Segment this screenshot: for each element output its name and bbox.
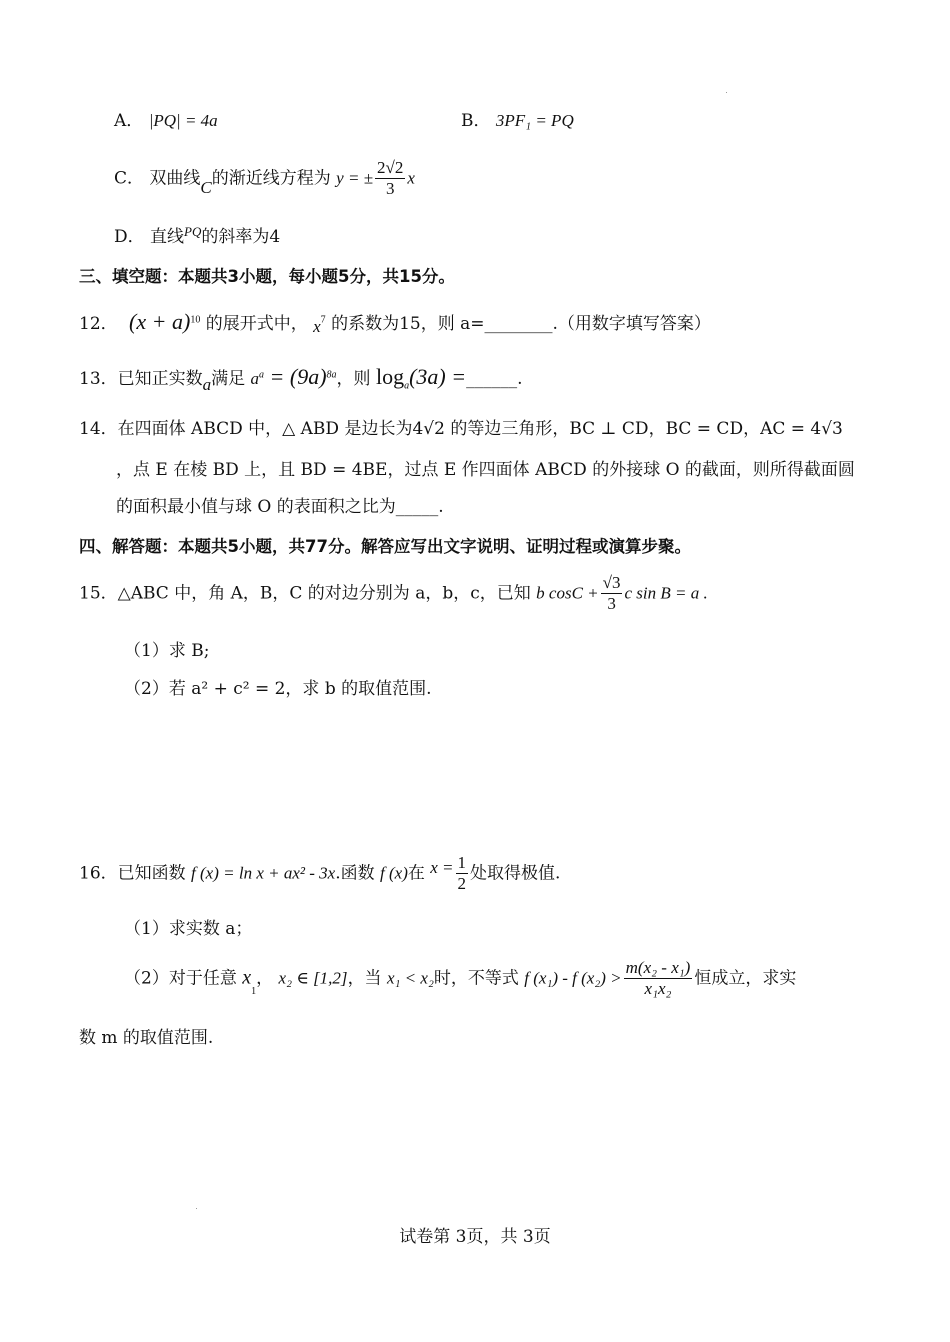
option-c-eq-lhs: y = ±	[336, 168, 374, 188]
q12-power: 10	[190, 314, 201, 326]
frac-num: √3	[601, 573, 623, 594]
q13-log-sub: a	[404, 380, 410, 392]
q15-eq-right: c sin B = a .	[624, 583, 708, 603]
q12-text1: 的展开式中，	[205, 314, 308, 334]
question-number: 15．	[79, 583, 118, 604]
q12-expr: (x + a)	[129, 309, 191, 334]
q15-text: △ABC 中，角 A，B，C 的对边分别为 a，b，c，已知	[117, 583, 531, 604]
q11-option-c	[114, 158, 415, 200]
q11-option-a	[114, 110, 218, 132]
option-c-mid: 的渐近线方程为	[211, 168, 331, 189]
q15-subquestion-2: （2）若 a² + c² = 2，求 b 的取值范围.	[124, 679, 432, 699]
scan-speck	[726, 92, 727, 93]
frac-num: 1	[456, 853, 469, 874]
option-label: D．	[114, 227, 145, 247]
q11-option-b	[461, 110, 574, 132]
question-number: 16．	[79, 863, 118, 884]
q16-x1: x	[242, 966, 252, 989]
q13-text3: ，则	[336, 369, 371, 389]
q15-fraction	[601, 573, 623, 615]
q12-term-power: 7	[320, 314, 326, 326]
q13-log: log	[375, 364, 405, 389]
q13-blank: ______.	[466, 369, 523, 389]
option-d-prefix: 直线	[150, 227, 185, 247]
option-label: A．	[114, 111, 144, 131]
section-4-title: 四、解答题：本题共5小题，共77分。解答应写出文字说明、证明过程或演算步聚。	[79, 537, 691, 556]
q16-text2: .函数	[335, 863, 375, 884]
question-number: 14．	[79, 419, 118, 439]
q16-ineq-fraction	[624, 958, 693, 1000]
option-c-var: C	[200, 178, 212, 198]
q12-text2: 的系数为15，则 a=________.（用数字填写答案）	[331, 314, 711, 334]
option-d-suffix: 的斜率为4	[201, 227, 281, 247]
frac-den: 3	[607, 594, 616, 614]
question-16	[79, 853, 560, 895]
q16-ineq: f (x₁) - f (x₂) >	[524, 968, 622, 988]
question-15	[79, 573, 708, 615]
q14-line1: 在四面体 ABCD 中，△ ABD 是边长为4√2 的等边三角形，BC ⊥ CD，BC = CD，AC = 4√3	[117, 419, 843, 439]
frac-den: 2	[457, 874, 467, 894]
q13-eq-mid: = (9a)	[264, 364, 327, 389]
q16-sub2-d: 时，不等式	[433, 968, 519, 989]
option-b-expr: 3PF₁ = PQ	[495, 111, 574, 130]
frac-num: m(x₂ - x₁)	[624, 958, 693, 979]
q13-var: a	[202, 375, 212, 394]
q13-text2: 满足	[211, 369, 246, 389]
q13-eq-sup: a	[259, 369, 265, 381]
option-label: C．	[114, 168, 145, 189]
q16-sub2-a: （2）对于任意	[124, 968, 237, 989]
q16-fraction	[456, 853, 469, 895]
question-12	[79, 308, 711, 337]
option-c-fraction	[375, 158, 405, 200]
option-label: B．	[461, 111, 491, 131]
q16-text4: 处取得极值.	[470, 863, 561, 884]
q16-subquestion-2: （2）对于任意 $x_1$， x₂ ∈ [1,2]，当 x₁ < x₂时，不等式 f (x₁) - f (x₂) > $\frac{\text{m(x₂ - x₁)}}{\text{x₁x₂}}$ 恒成立，求实	[124, 958, 797, 999]
page-footer: 试卷第 3页，共 3页	[399, 1227, 551, 1247]
question-14-line-2: ，点 E 在棱 BD 上，且 BD = 4BE，过点 E 作四面体 ABCD 的外接球 O 的截面，则所得截面圆	[116, 460, 855, 480]
q16-x2-range: x₂ ∈ [1,2]	[278, 968, 348, 988]
q12-term: x	[313, 317, 321, 336]
q16-sub2-c: ，当	[347, 968, 382, 989]
q13-text1: 已知正实数	[117, 369, 203, 389]
q16-text3: 在	[407, 863, 425, 884]
q16-xeq: x =	[430, 858, 454, 878]
q11-option-d	[114, 226, 280, 248]
scan-speck	[196, 1208, 197, 1209]
question-number: 13．	[79, 369, 118, 389]
q16-func2: f (x)	[380, 863, 408, 883]
q13-eq-base: a	[250, 369, 260, 388]
option-a-expr: |PQ| = 4a	[148, 111, 218, 130]
option-d-var: PQ	[184, 224, 202, 239]
option-c-eq-rhs: x	[407, 168, 415, 188]
section-3-title: 三、填空题：本题共3小题，每小题5分，共15分。	[79, 267, 455, 286]
option-c-prefix: 双曲线	[149, 168, 201, 189]
q16-sub2-e: 恒成立，求实	[694, 968, 797, 989]
question-14-line-3: 的面积最小值与球 O 的表面积之比为_____.	[116, 497, 444, 517]
q16-cond: x₁ < x₂	[386, 968, 434, 988]
q16-text1: 已知函数	[117, 863, 186, 884]
question-14-line-1	[79, 418, 843, 440]
q16-func: f (x) = ln x + ax² - 3x	[191, 863, 336, 883]
q13-eq-sup2: 8a	[326, 369, 337, 381]
q15-eq-left: b cosC +	[536, 583, 599, 603]
q13-log-arg: (3a) =	[409, 364, 467, 389]
question-13	[79, 363, 522, 392]
frac-num: 2√2	[375, 158, 405, 179]
q16-subquestion-1: （1）求实数 a；	[124, 919, 253, 939]
q16-sub2-b: ，	[256, 968, 274, 989]
q16-subquestion-2-cont: 数 m 的取值范围.	[79, 1028, 214, 1048]
frac-den: 3	[385, 179, 395, 199]
question-number: 12．	[79, 314, 118, 334]
q15-subquestion-1: （1）求 B;	[124, 641, 210, 661]
frac-den: x₁x₂	[644, 979, 672, 999]
